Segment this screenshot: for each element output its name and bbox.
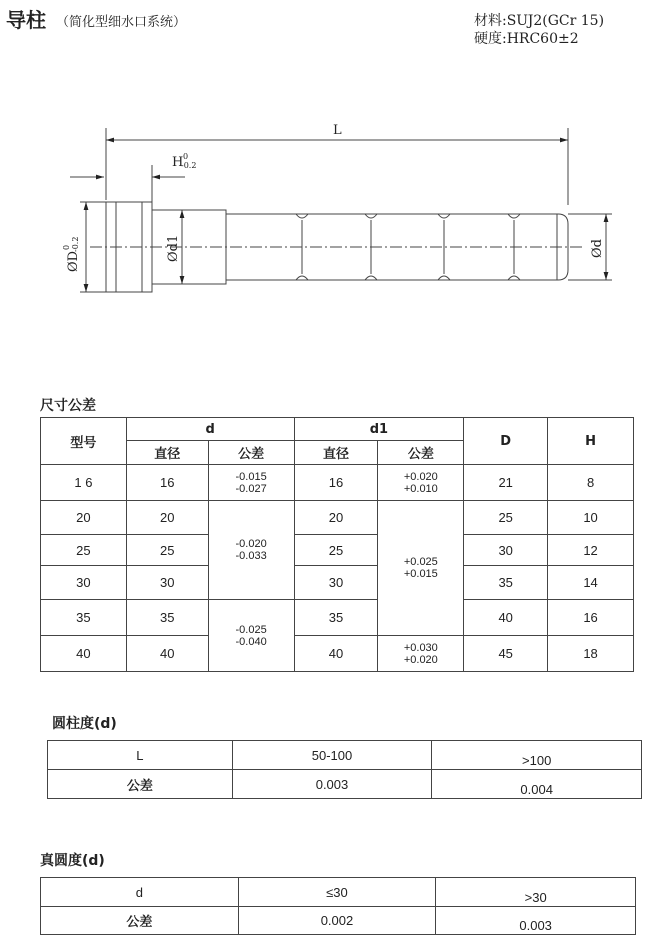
cylindricity-table [47, 740, 642, 799]
table-row [41, 535, 634, 566]
cyl-tol-a: 0.003 [232, 770, 432, 799]
page-title: 导柱 [6, 8, 46, 32]
hardness-spec: 硬度:HRC60±2 [474, 31, 579, 47]
rnd-label-tolerance: 公差 [41, 907, 239, 935]
tol-upper: -0.020 [235, 538, 267, 550]
cell-d1: 20 [294, 501, 378, 535]
header-d1: d1 [294, 418, 464, 441]
cell-d1: 25 [294, 535, 378, 566]
cell-d: 35 [126, 600, 208, 636]
cell-H: 18 [548, 636, 634, 672]
cell-H: 16 [548, 600, 634, 636]
rnd-tol-a: 0.002 [238, 907, 436, 935]
spec-block [474, 12, 604, 48]
tolerance-section-title: 尺寸公差 [40, 398, 96, 414]
cell-d: 40 [126, 636, 208, 672]
tol-upper: -0.015 [235, 470, 267, 483]
tol-lower: +0.015 [403, 568, 438, 580]
cell-model: 30 [41, 566, 127, 600]
cell-model: 1 6 [41, 465, 127, 501]
dim-label-d1: Ød1 [166, 234, 181, 262]
cell-H: 8 [548, 465, 634, 501]
cell-H: 14 [548, 566, 634, 600]
rnd-range-b: >30 [436, 878, 636, 907]
dim-tol-H-bottom: -0.2 [181, 161, 197, 170]
cyl-range-b: >100 [432, 741, 642, 770]
tol-upper: -0.025 [235, 623, 267, 636]
dim-label-H: H [172, 155, 184, 170]
cell-H: 10 [548, 501, 634, 535]
cell-d: 16 [126, 465, 208, 501]
dim-tol-D-bottom: -0.2 [71, 236, 80, 252]
tol-lower: -0.033 [235, 550, 267, 562]
table-row [48, 770, 642, 799]
tol-upper: +0.025 [403, 556, 438, 568]
cell-model: 35 [41, 600, 127, 636]
oil-groove-bottom [296, 276, 520, 280]
dim-label-D: ØD [66, 250, 81, 272]
dim-label-d: Ød [590, 239, 605, 258]
header-d1-tolerance: 公差 [378, 441, 464, 465]
cell-d1: 40 [294, 636, 378, 672]
tol-upper: +0.020 [403, 470, 438, 483]
cell-d-tol [208, 501, 294, 600]
header-D: D [464, 418, 548, 465]
roundness-title: 真圆度(d) [40, 853, 105, 869]
table-row [41, 465, 634, 501]
cell-D: 25 [464, 501, 548, 535]
cell-D: 21 [464, 465, 548, 501]
guide-pillar-drawing [0, 110, 650, 300]
cell-model: 40 [41, 636, 127, 672]
cell-D: 40 [464, 600, 548, 636]
cell-model: 20 [41, 501, 127, 535]
cell-d1-tol [378, 465, 464, 501]
cell-d: 30 [126, 566, 208, 600]
cyl-label-L: L [48, 741, 233, 770]
dim-label-L: L [333, 123, 342, 138]
cyl-range-a: 50-100 [232, 741, 432, 770]
cell-d1: 16 [294, 465, 378, 501]
cell-D: 35 [464, 566, 548, 600]
table-row [41, 501, 634, 535]
tol-lower: -0.027 [235, 482, 267, 495]
tol-lower: -0.040 [235, 635, 267, 648]
table-row [41, 566, 634, 600]
cell-d-tol [208, 465, 294, 501]
table-row [41, 907, 636, 935]
cell-H: 12 [548, 535, 634, 566]
cell-d: 20 [126, 501, 208, 535]
cell-d1: 35 [294, 600, 378, 636]
page-subtitle: （简化型细水口系统） [56, 15, 187, 30]
cell-D: 30 [464, 535, 548, 566]
tolerance-table [40, 417, 634, 672]
header-d-diameter: 直径 [126, 441, 208, 465]
header-model: 型号 [41, 418, 127, 465]
cell-d-tol [208, 600, 294, 672]
dim-tol-H-top: 0 [183, 152, 189, 161]
dim-tol-D-top: 0 [62, 244, 71, 250]
cell-d1-tol [378, 636, 464, 672]
tol-lower: +0.010 [403, 482, 438, 495]
material-spec: 材料:SUJ2(GCr 15) [474, 13, 605, 29]
cell-d1-tol [378, 501, 464, 636]
roundness-table [40, 877, 636, 935]
table-row [48, 741, 642, 770]
cylindricity-title: 圆柱度(d) [52, 716, 117, 732]
table-row [41, 600, 634, 636]
rnd-tol-b: 0.003 [436, 907, 636, 935]
header-d-tolerance: 公差 [208, 441, 294, 465]
cell-model: 25 [41, 535, 127, 566]
rnd-range-a: ≤30 [238, 878, 436, 907]
header-H: H [548, 418, 634, 465]
tol-upper: +0.030 [403, 641, 438, 654]
tol-lower: +0.020 [403, 653, 438, 666]
cyl-label-tolerance: 公差 [48, 770, 233, 799]
rnd-label-d: d [41, 878, 239, 907]
oil-groove-top [296, 214, 520, 218]
cyl-tol-b: 0.004 [432, 770, 642, 799]
header-d: d [126, 418, 294, 441]
cell-d1: 30 [294, 566, 378, 600]
table-row [41, 636, 634, 672]
cell-d: 25 [126, 535, 208, 566]
cell-D: 45 [464, 636, 548, 672]
header-d1-diameter: 直径 [294, 441, 378, 465]
table-row [41, 878, 636, 907]
